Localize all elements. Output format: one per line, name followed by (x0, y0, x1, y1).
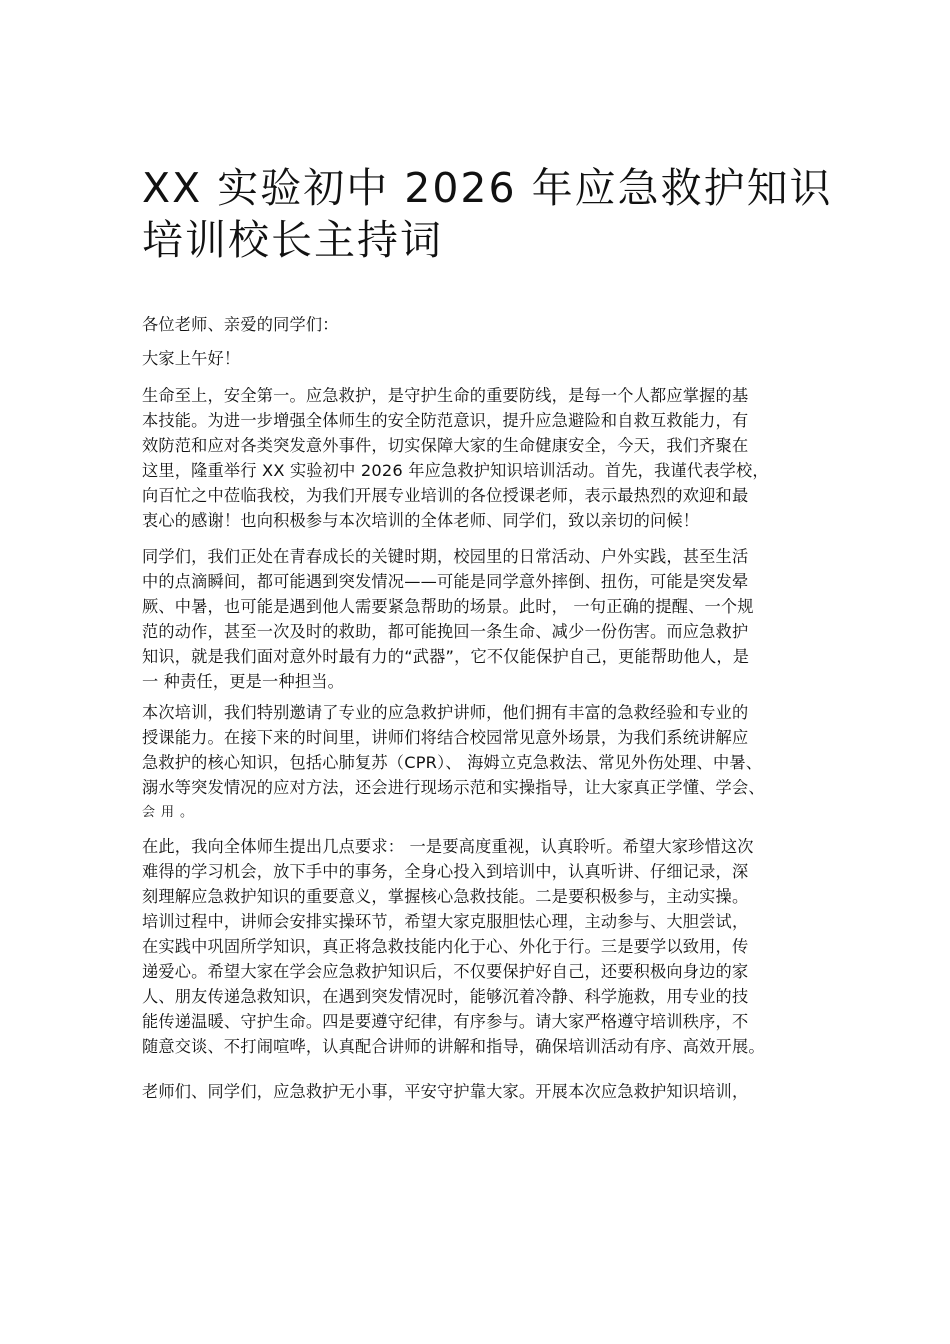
paragraph-line: 效防范和应对各类突发意外事件，切实保障大家的生命健康安全，今天，我们齐聚在 (142, 436, 749, 455)
paragraph-line: 本次培训，我们特别邀请了专业的应急救护讲师，他们拥有丰富的急救经验和专业的 (142, 703, 749, 722)
paragraph-line: 随意交谈、不打闹喧哗，认真配合讲师的讲解和指导，确保培训活动有序、高效开展。 (142, 1037, 765, 1056)
paragraph-line: 培训过程中，讲师会安排实操环节，希望大家克服胆怯心理，主动参与、大胆尝试， (142, 912, 749, 931)
paragraph-line: 老师们、同学们，应急救护无小事，平安守护靠大家。开展本次应急救护知识培训， (142, 1082, 749, 1101)
paragraph-line: 范的动作，甚至一次及时的救助，都可能挽回一条生命、减少一份伤害。而应急救护 (142, 622, 749, 641)
paragraph-line: 授课能力。在接下来的时间里，讲师们将结合校园常见意外场景，为我们系统讲解应 (142, 728, 749, 747)
title-line-2: 培训校长主持词 (142, 216, 443, 264)
paragraph-4 (142, 834, 822, 1059)
paragraph-line: 本技能。为进一步增强全体师生的安全防范意识，提升应急避险和自救互救能力，有 (142, 411, 749, 430)
document-title (142, 162, 833, 266)
hello-line: 大家上午好！ (142, 349, 241, 368)
paragraph-line: 递爱心。希望大家在学会应急救护知识后，不仅要保护好自己，还要积极向身边的家 (142, 962, 749, 981)
paragraph-2 (142, 544, 822, 694)
paragraph-line: 急救护的核心知识，包括心肺复苏（CPR）、 海姆立克急救法、常见外伤处理、中暑、 (142, 753, 763, 772)
paragraph-line: 同学们，我们正处在青春成长的关键时期，校园里的日常活动、户外实践，甚至生活 (142, 547, 749, 566)
paragraph-line: 在此，我向全体师生提出几点要求： 一是要高度重视，认真聆听。希望大家珍惜这次 (142, 837, 754, 856)
paragraph-line: 刻理解应急救护知识的重要意义，掌握核心急救技能。二是要积极参与，主动实操。 (142, 887, 749, 906)
paragraph-5 (142, 1079, 822, 1104)
paragraph-line: 知识，就是我们面对意外时最有力的“武器”，它不仅能保护自己，更能帮助他人，是 (142, 647, 750, 666)
paragraph-line: 在实践中巩固所学知识，真正将急救技能内化于心、外化于行。三是要学以致用，传 (142, 937, 749, 956)
paragraph-3 (142, 700, 822, 825)
paragraph-line: 生命至上，安全第一。应急救护，是守护生命的重要防线，是每一个人都应掌握的基 (142, 386, 749, 405)
paragraph-line: 这里，隆重举行 XX 实验初中 2026 年应急救护知识培训活动。首先，我谨代表学校， (142, 461, 769, 480)
paragraph-line: 人、朋友传递急救知识，在遇到突发情况时，能够沉着冷静、科学施救，用专业的技 (142, 987, 749, 1006)
title-line-1: XX 实验初中 2026 年应急救护知识 (142, 164, 833, 212)
paragraph-1 (142, 383, 822, 533)
paragraph-line: 向百忙之中莅临我校，为我们开展专业培训的各位授课老师，表示最热烈的欢迎和最 (142, 486, 749, 505)
paragraph-line: 一 种责任，更是一种担当。 (142, 672, 344, 691)
paragraph-line: 衷心的感谢！也向积极参与本次培训的全体老师、同学们，致以亲切的问候！ (142, 511, 700, 530)
paragraph-line: 溺水等突发情况的应对方法，还会进行现场示范和实操指导，让大家真正学懂、学会、 (142, 778, 765, 797)
paragraph-line: 会用。 (142, 805, 200, 820)
paragraph-line: 中的点滴瞬间，都可能遇到突发情况——可能是同学意外摔倒、扭伤，可能是突发晕 (142, 572, 749, 591)
paragraph-line: 难得的学习机会，放下手中的事务，全身心投入到培训中，认真听讲、仔细记录，深 (142, 862, 749, 881)
greeting-line: 各位老师、亲爱的同学们： (142, 315, 339, 334)
paragraph-line: 能传递温暖、守护生命。四是要遵守纪律，有序参与。请大家严格遵守培训秩序，不 (142, 1012, 749, 1031)
paragraph-line: 厥、中暑，也可能是遇到他人需要紧急帮助的场景。此时， 一句正确的提醒、一个规 (142, 597, 754, 616)
